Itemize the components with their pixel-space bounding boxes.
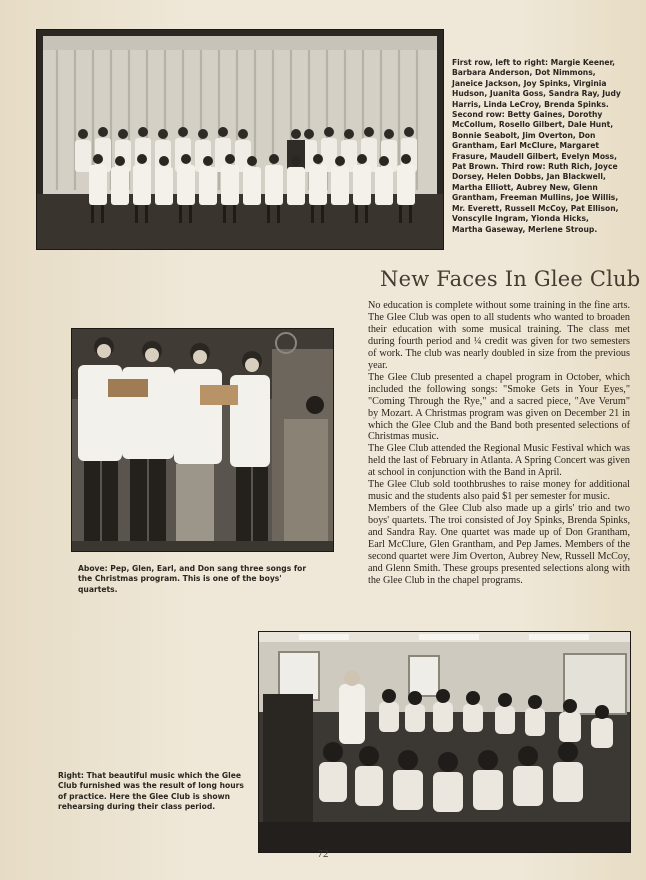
paragraph: The Glee Club presented a chapel program in October, which included the following songs: "Smoke Gets in Your Eyes," "Coming Through the Rye," and a sacred piece, "Ave Verum" by Mozart. A Christmas program was given on December 21 in which the Glee Club and the Band both presented selections of Christmas music. <box>368 371 630 443</box>
paragraph: The Glee Club sold toothbrushes to raise money for additional music and the students also paid $1 per semester for music. <box>368 479 630 503</box>
rehearsal-photo <box>258 631 631 853</box>
paragraph: The Glee Club attended the Regional Music Festival which was held the last of February in Atlanta. A Spring Concert was given at school in conjunction with the Band in April. <box>368 443 630 479</box>
article-title: New Faces In Glee Club <box>380 267 641 291</box>
glee-club-group-photo <box>36 29 444 250</box>
page-number: 72 <box>317 848 329 860</box>
group-photo-caption: First row, left to right: Margie Keener, Barbara Anderson, Dot Nimmons, Janeice Jackson, Joy Spinks, Virginia Hudson, Juanita Goss, Sandra Ray, Judy Harris, Linda LeCroy, Brenda Spinks. Second row: Betty Gaines, Dorothy McCollum, Rosello Gilbert, Dale Hunt, Bonnie Seabolt, Jim Overton, Don Grantham, Earl McClure, Margaret Frasure, Maudell Gilbert, Evelyn Moss, Pat Brown. Third row: Ruth Rich, Joyce Dorsey, Helen Dobbs, Jan Blackwell, Martha Elliott, Aubrey New, Glenn Grantham, Freeman Mullins, Joe Willis, Mr. Everett, Russell McCoy, Pat Ellison, Vonscylle Ingram, Yionda Hicks, Martha Gaseway, Merlene Stroup. <box>452 58 621 234</box>
paragraph: No education is complete without some training in the fine arts. The Glee Club was open to all students who wanted to broaden their education with some musical training. The class met during fourth period and ¼ credit was given for two semesters of work. The club was nearly doubled in size from the previous year. <box>368 300 630 371</box>
paragraph: Members of the Glee Club also made up a girls' trio and two boys' quartets. The troi consisted of Joy Spinks, Brenda Spinks, and Sandra Ray. One quartet was made up of Don Grantham, Earl McClure, Glen Grantham, and Pep James. Members of the second quartet were Jim Overton, Aubrey New, Russell McCoy, and Glenn Smith. These groups presented selections along with the Glee Club in the chapel programs. <box>368 503 630 586</box>
article-body <box>368 300 630 587</box>
rehearsal-photo-caption: Right: That beautiful music which the Glee Club furnished was the result of long hours of practice. Here the Glee Club is shown rehearsing during their class period. <box>58 771 244 812</box>
quartet-photo-caption: Above: Pep, Glen, Earl, and Don sang three songs for the Christmas program. This is one of the boys' quartets. <box>78 564 307 594</box>
boys-quartet-photo <box>71 328 334 552</box>
